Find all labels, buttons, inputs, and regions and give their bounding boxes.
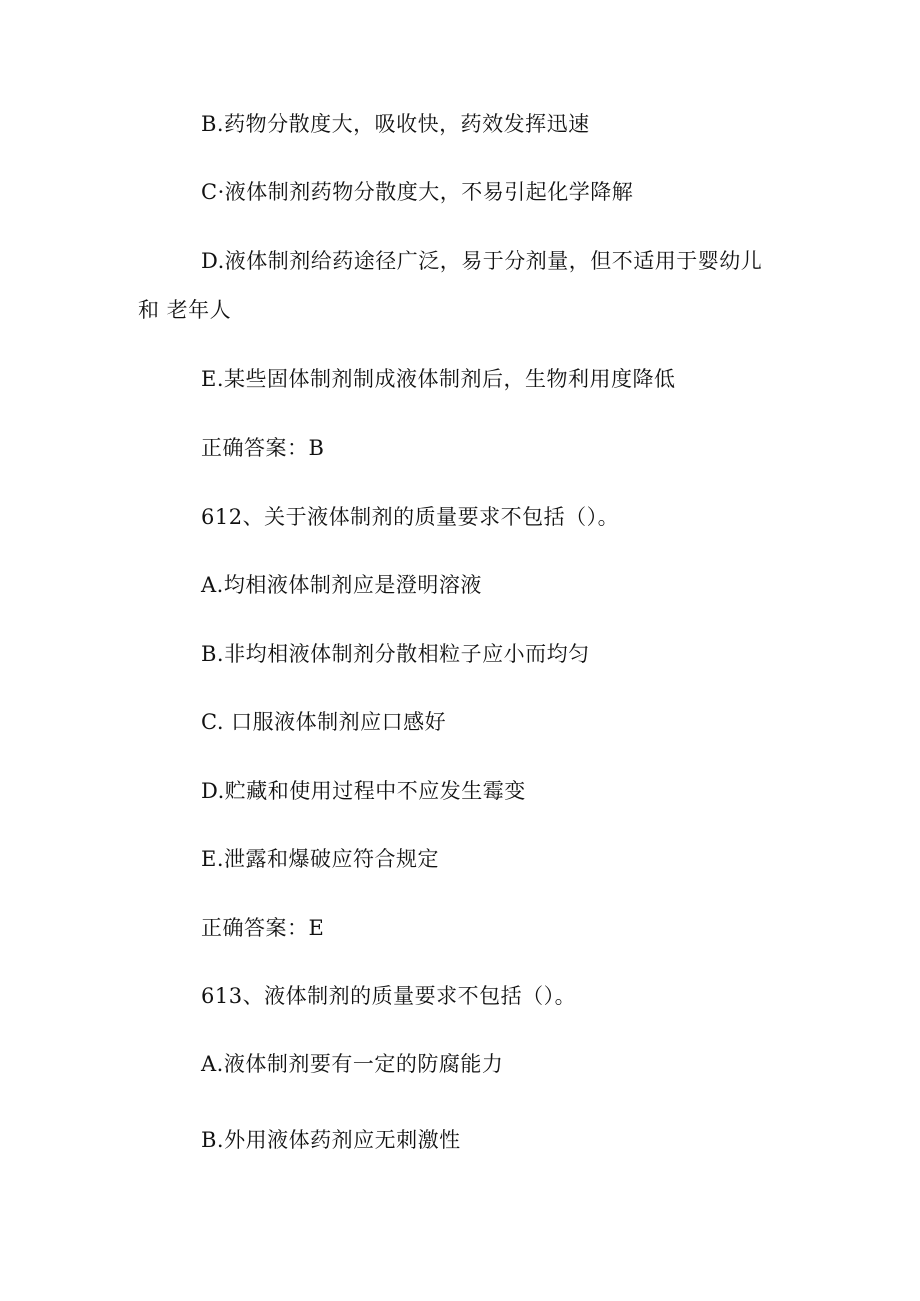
question-613-option-b: B.外用液体药剂应无刺激性 — [201, 1128, 461, 1152]
question-612-correct-answer: 正确答案：E — [201, 916, 325, 940]
correct-answer: 正确答案：B — [201, 436, 325, 460]
question-612: 612、关于液体制剂的质量要求不包括（）。 — [201, 505, 620, 529]
option-b-text: B.药物分散度大，吸收快，药效发挥迅速 — [201, 112, 590, 136]
question-613-option-a: A.液体制剂要有一定的防腐能力 — [201, 1052, 504, 1076]
option-c-text: C·液体制剂药物分散度大，不易引起化学降解 — [201, 180, 634, 204]
option-e-text: E.某些固体制剂制成液体制剂后，生物利用度降低 — [201, 367, 676, 391]
question-612-option-a: A.均相液体制剂应是澄明溶液 — [201, 573, 482, 597]
option-d-text: D.液体制剂给药途径广泛，易于分剂量，但不适用于婴幼儿 — [201, 249, 763, 273]
question-612-option-d: D.贮藏和使用过程中不应发生霉变 — [201, 779, 526, 803]
option-d-continuation: 和 老年人 — [138, 298, 232, 322]
question-612-option-c: C. 口服液体制剂应口感好 — [201, 710, 447, 734]
question-612-option-b: B.非均相液体制剂分散相粒子应小而均匀 — [201, 642, 590, 666]
question-613: 613、液体制剂的质量要求不包括（）。 — [201, 984, 577, 1008]
question-612-option-e: E.泄露和爆破应符合规定 — [201, 847, 440, 871]
